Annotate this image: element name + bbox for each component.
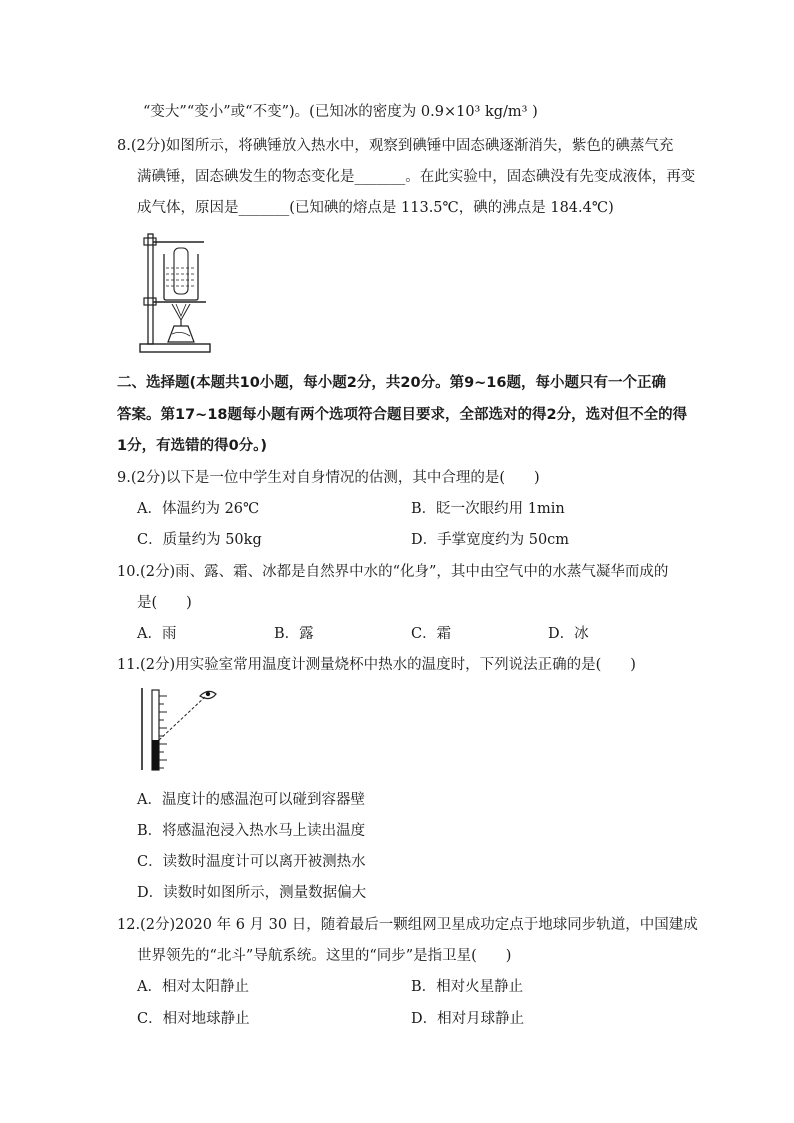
q12-stem-line1: 12.(2分)2020 年 6 月 30 日，随着最后一颗组网卫星成功定点于地球同步轨道，中国建成 [117,917,698,933]
q11-option-a: A．温度计的感温泡可以碰到容器壁 [137,792,365,808]
q10-stem-line1: 10.(2分)雨、露、霜、冰都是自然界中水的“化身”，其中由空气中的水蒸气凝华而成的 [117,564,669,580]
section2-heading-line1: 二、选择题(本题共10小题，每小题2分，共20分。第9~16题，每小题只有一个正确 [117,375,666,391]
q9-option-d: D．手掌宽度约为 50cm [411,532,570,548]
q12-stem-line2: 世界领先的“北斗”导航系统。这里的“同步”是指卫星( ) [137,948,512,964]
q11-stem: 11.(2分)用实验室常用温度计测量烧杯中热水的温度时，下列说法正确的是( ) [117,657,636,673]
q10-option-d: D．冰 [548,626,589,642]
q8-stem-line2: 满碘锤，固态碘发生的物态变化是_______。在此实验中，固态碘没有先变成液体，再变 [137,169,696,185]
q9-stem: 9.(2分)以下是一位中学生对自身情况的估测，其中合理的是( ) [117,470,540,486]
q9-option-a: A．体温约为 26℃ [137,501,260,517]
q12-option-b: B．相对火星静止 [411,979,524,995]
thermometer-reading-figure [140,686,222,772]
iodine-hammer-apparatus-figure [138,230,218,358]
q11-option-b: B．将感温泡浸入热水马上读出温度 [137,823,366,839]
q12-option-c: C．相对地球静止 [137,1011,250,1027]
q9-option-c: C．质量约为 50kg [137,532,262,548]
q8-stem-line3: 成气体，原因是_______(已知碘的熔点是 113.5℃，碘的沸点是 184.4℃) [137,200,614,216]
q9-option-b: B．眨一次眼约用 1min [411,501,565,517]
section2-heading-line3: 1分，有选错的得0分。) [117,438,268,454]
q10-stem-line2: 是( ) [137,595,192,611]
q11-option-d: D．读数时如图所示，测量数据偏大 [137,885,367,901]
q10-option-a: A．雨 [137,626,177,642]
section2-heading-line2: 答案。第17~18题每小题有两个选项符合题目要求，全部选对的得2分，选对但不全的得 [117,407,688,423]
q11-option-c: C．读数时温度计可以离开被测热水 [137,854,366,870]
q12-option-d: D．相对月球静止 [411,1011,525,1027]
q8-stem-line1: 8.(2分)如图所示，将碘锤放入热水中，观察到碘锤中固态碘逐渐消失，紫色的碘蒸气充 [117,138,674,154]
q10-option-b: B．露 [274,626,314,642]
q10-option-c: C．霜 [411,626,452,642]
q7-tail-text: “变大”“变小”或“不变”)。(已知冰的密度为 0.9×10³ kg/m³ ) [143,104,538,120]
q12-option-a: A．相对太阳静止 [137,979,249,995]
